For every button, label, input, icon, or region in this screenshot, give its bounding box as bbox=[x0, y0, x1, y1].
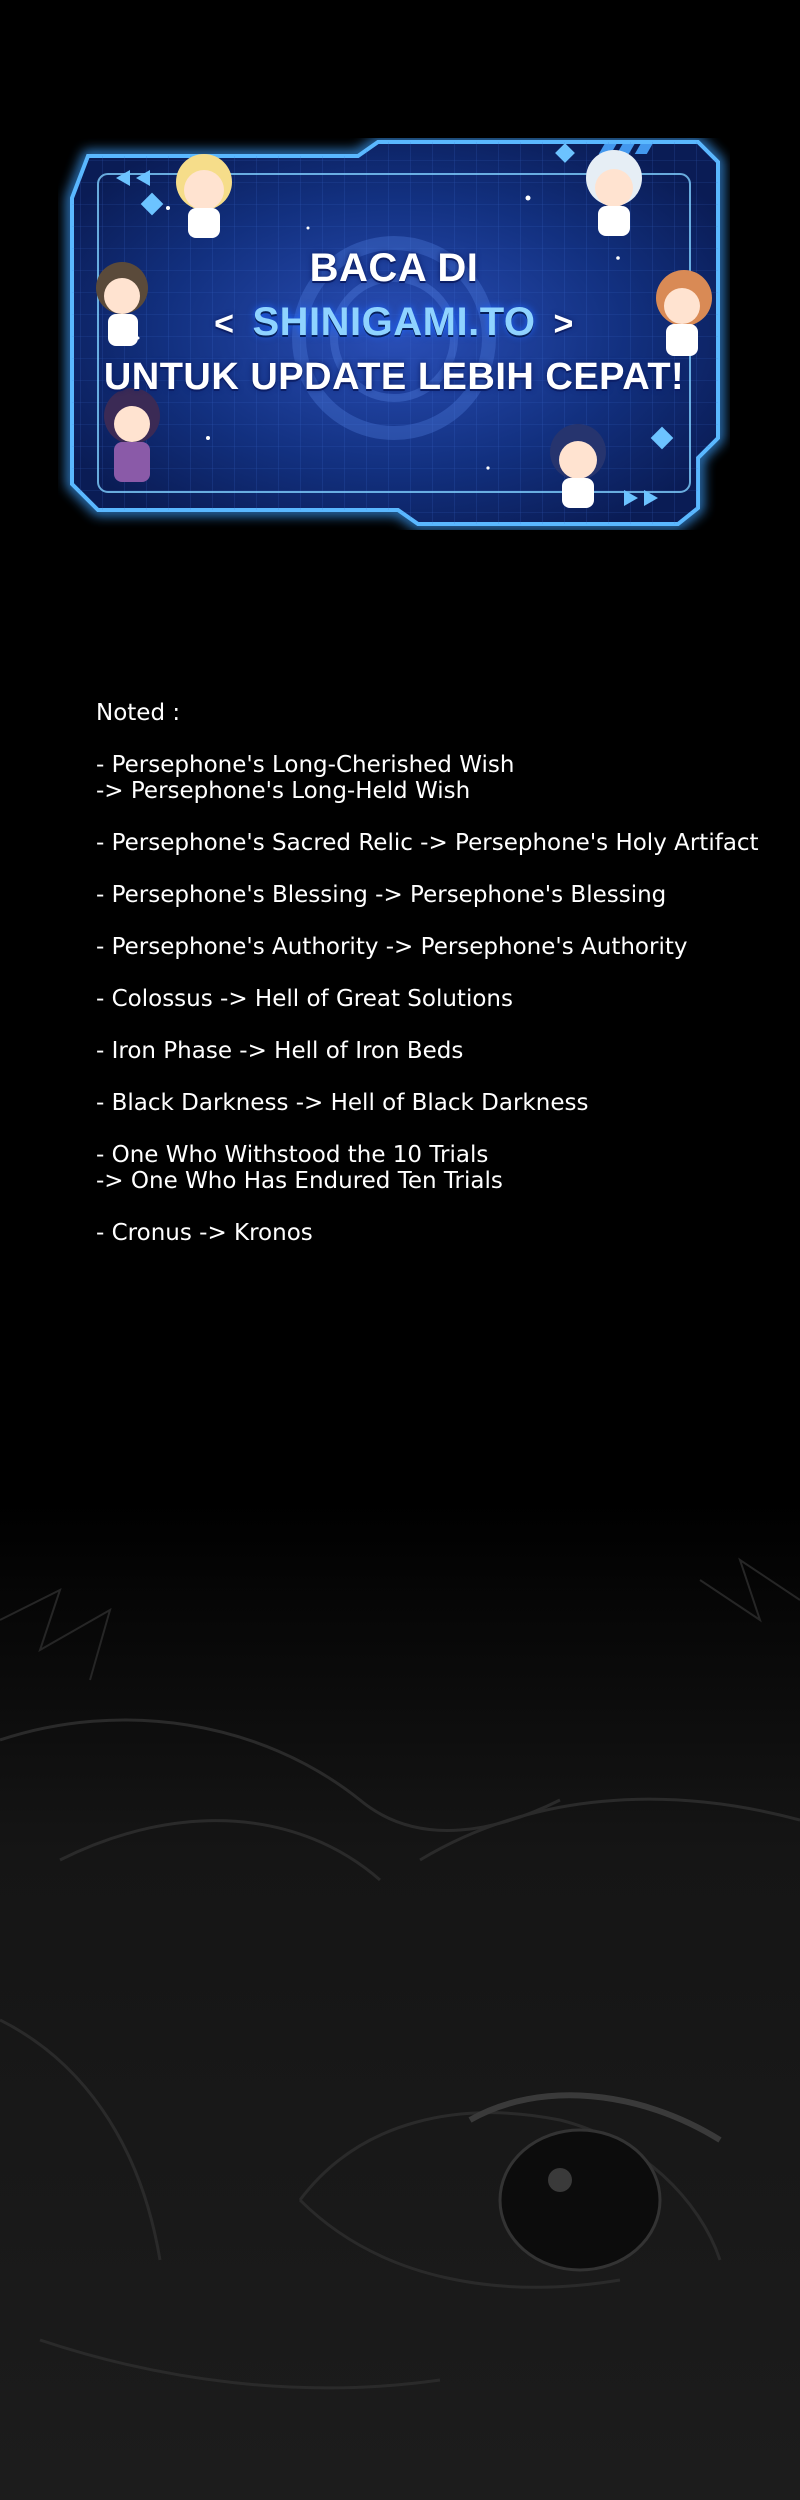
right-chevron-icon: > bbox=[553, 305, 574, 343]
eye-iris bbox=[500, 2130, 660, 2270]
note-line: - Persephone's Sacred Relic -> Persephone's Holy Artifact bbox=[96, 830, 759, 856]
note-line: - Persephone's Long-Cherished Wish bbox=[96, 752, 515, 778]
site-link[interactable]: SHINIGAMI.TO bbox=[252, 300, 536, 344]
note-line: - Persephone's Authority -> Persephone's Authority bbox=[96, 934, 688, 960]
note-item bbox=[96, 934, 776, 960]
left-chevron-icon: < bbox=[214, 305, 235, 343]
note-item bbox=[96, 1142, 776, 1194]
note-item bbox=[96, 1038, 776, 1064]
note-item bbox=[96, 986, 776, 1012]
note-line: - Black Darkness -> Hell of Black Darkness bbox=[96, 1090, 589, 1116]
translation-notes bbox=[96, 700, 776, 1272]
banner-line-read-at: BACA DI bbox=[309, 246, 479, 290]
note-line: - Colossus -> Hell of Great Solutions bbox=[96, 986, 513, 1012]
note-line: - Persephone's Blessing -> Persephone's Blessing bbox=[96, 882, 667, 908]
note-line: - One Who Withstood the 10 Trials bbox=[96, 1142, 489, 1168]
note-item bbox=[96, 1090, 776, 1116]
note-item bbox=[96, 1220, 776, 1246]
promo-banner[interactable] bbox=[58, 138, 730, 530]
eye-highlight bbox=[548, 2168, 572, 2192]
banner-site-line[interactable] bbox=[58, 300, 730, 345]
note-item bbox=[96, 882, 776, 908]
manga-eye-artwork bbox=[0, 1500, 800, 2500]
note-line: -> Persephone's Long-Held Wish bbox=[96, 778, 471, 804]
note-item bbox=[96, 752, 776, 804]
note-line: - Cronus -> Kronos bbox=[96, 1220, 313, 1246]
note-line: - Iron Phase -> Hell of Iron Beds bbox=[96, 1038, 464, 1064]
note-line: -> One Who Has Endured Ten Trials bbox=[96, 1168, 503, 1194]
note-item bbox=[96, 830, 776, 856]
banner-line-update: UNTUK UPDATE LEBIH CEPAT! bbox=[103, 356, 685, 398]
notes-heading: Noted : bbox=[96, 700, 181, 726]
